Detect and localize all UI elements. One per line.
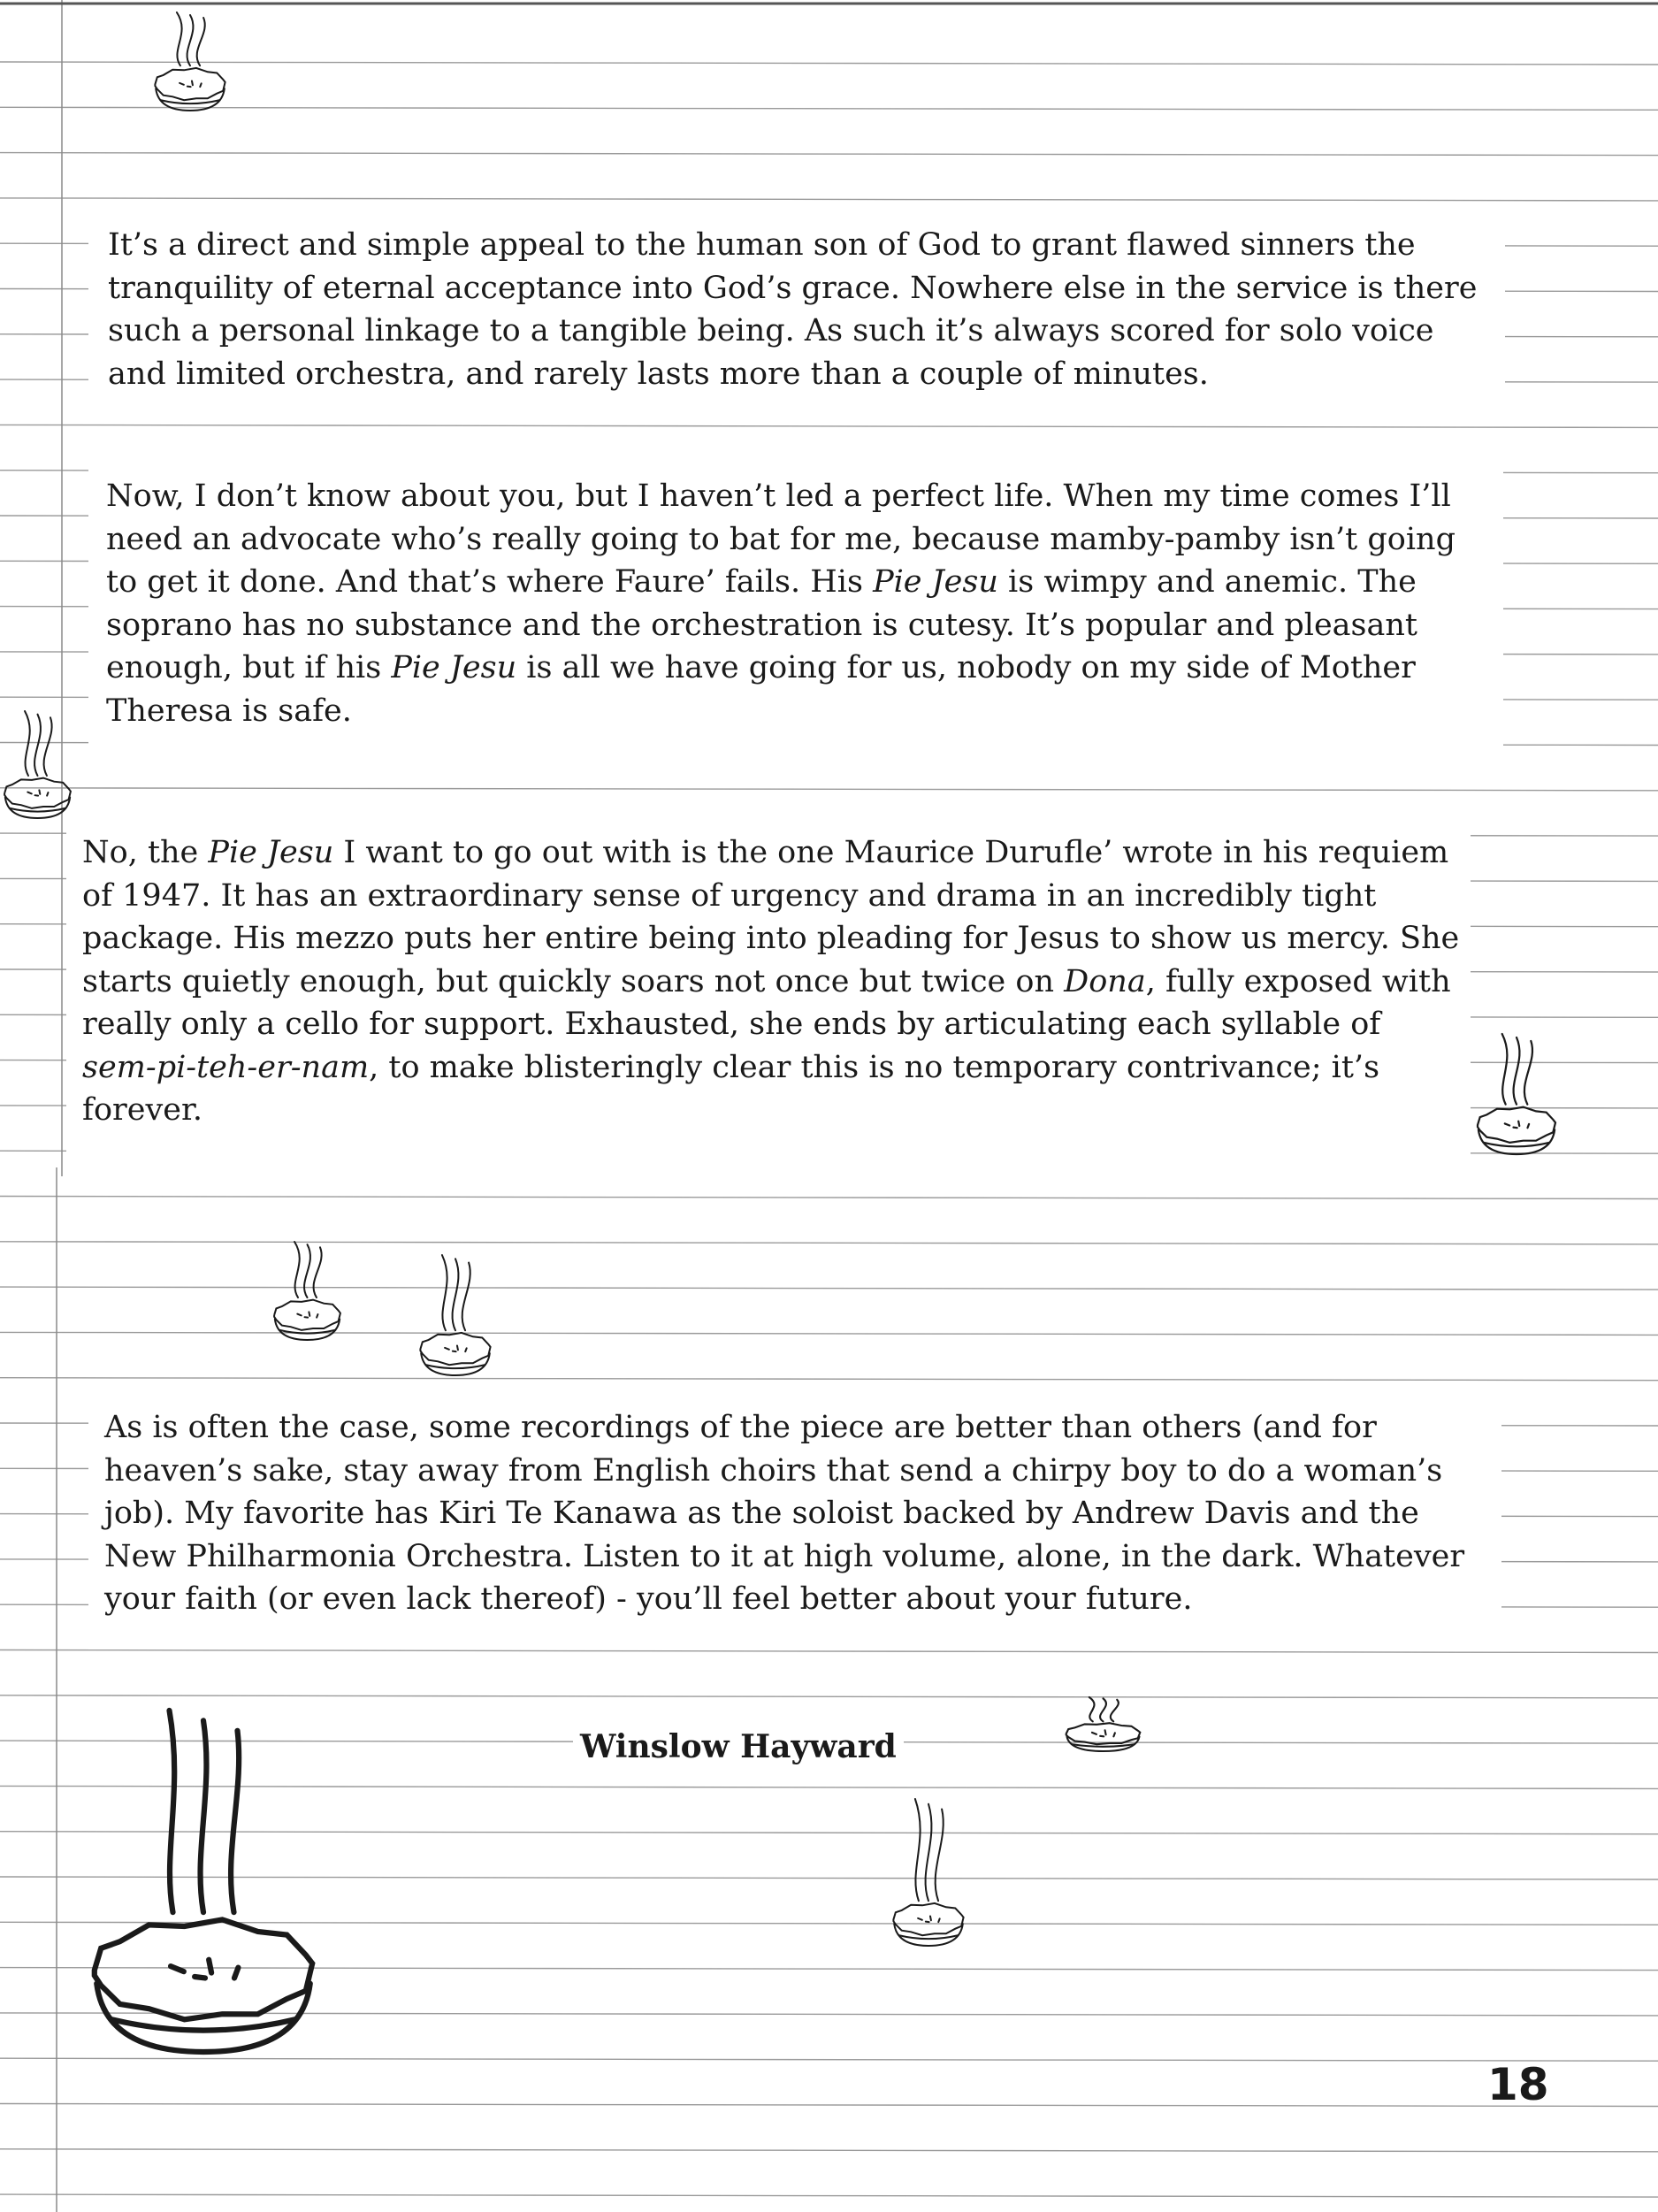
pie-doodle-icon	[80, 1707, 327, 2052]
text-segment: It’s a direct and simple appeal to the human son of God to grant flawed sinners the	[108, 227, 1416, 263]
text-line	[108, 224, 1505, 267]
text-line	[104, 1450, 1501, 1493]
text-segment: heaven’s sake, stay away from English choirs that send a chirpy boy to do a woman’s	[104, 1452, 1443, 1489]
text-segment: need an advocate who’s really going to bat for me, because mamby-pamby isn’t going	[106, 521, 1456, 557]
text-line	[104, 1578, 1501, 1621]
text-segment: your faith (or even lack thereof) - you’ll feel better about your future.	[104, 1581, 1193, 1617]
pasted-paragraph-4	[88, 1402, 1501, 1649]
text-line	[104, 1492, 1501, 1535]
text-line	[82, 917, 1471, 961]
text-segment: forever.	[82, 1092, 202, 1128]
text-segment: , to make blisteringly clear this is no temporary contrivance; it’s	[369, 1049, 1380, 1085]
text-line	[106, 604, 1503, 647]
text-segment: starts quietly enough, but quickly soars not once but twice on	[82, 963, 1065, 999]
text-segment: Now, I don’t know about you, but I haven’t led a perfect life. When my time comes I’ll	[106, 478, 1451, 514]
pie-doodle-icon	[0, 708, 75, 818]
text-line	[106, 475, 1503, 518]
text-segment: of 1947. It has an extraordinary sense of urgency and drama in an incredibly tight	[82, 877, 1377, 914]
text-line	[82, 1046, 1471, 1090]
author-signature: Winslow Hayward	[573, 1726, 904, 1767]
text-segment: package. His mezzo puts her entire being into pleading for Jesus to show us mercy. She	[82, 921, 1460, 956]
text-segment: enough, but if his	[106, 650, 392, 685]
text-line	[104, 1535, 1501, 1579]
text-line	[108, 310, 1505, 353]
italic-title: Pie Jesu	[391, 650, 517, 685]
italic-title: Pie Jesu	[873, 564, 998, 600]
text-line	[82, 831, 1471, 875]
text-segment: such a personal linkage to a tangible being. As such it’s always scored for solo voice	[108, 313, 1434, 348]
text-line	[106, 561, 1503, 604]
text-line	[106, 690, 1503, 733]
text-segment: really only a cello for support. Exhausted, she ends by articulating each syllable of	[82, 1006, 1381, 1042]
text-segment: tranquility of eternal acceptance into God’s grace. Nowhere else in the service is there	[108, 270, 1478, 306]
text-line	[82, 1003, 1471, 1046]
text-line	[104, 1406, 1501, 1450]
text-segment: No, the	[82, 835, 209, 870]
text-line	[106, 518, 1503, 562]
pasted-paragraph-3	[66, 823, 1471, 1159]
pie-doodle-icon	[1061, 1694, 1145, 1751]
text-segment: is all we have going for us, nobody on my side of Mother	[516, 650, 1416, 685]
italic-title: sem-pi-teh-er-nam	[82, 1049, 370, 1085]
text-line	[82, 961, 1471, 1004]
pie-doodle-icon	[150, 9, 230, 111]
text-line	[82, 875, 1471, 918]
text-segment: I want to go out with is the one Maurice Durufle’ wrote in his requiem	[333, 835, 1449, 870]
text-segment: is wimpy and anemic. The	[997, 564, 1417, 600]
text-segment: Theresa is safe.	[106, 693, 352, 729]
text-line	[82, 1089, 1471, 1132]
pie-doodle-icon	[889, 1795, 968, 1946]
text-line	[108, 267, 1505, 310]
page-number: 18	[1487, 2059, 1549, 2110]
text-segment: New Philharmonia Orchestra. Listen to it at high volume, alone, in the dark. Whatever	[104, 1538, 1465, 1574]
pie-doodle-icon	[416, 1251, 495, 1375]
text-line	[106, 647, 1503, 690]
pie-doodle-icon	[1472, 1030, 1561, 1154]
text-segment: to get it done. And that’s where Faure’ fails. His	[106, 564, 874, 600]
text-segment: , fully exposed with	[1145, 963, 1451, 999]
text-segment: soprano has no substance and the orchestration is cutesy. It’s popular and pleasant	[106, 607, 1417, 643]
text-segment: As is often the case, some recordings of the piece are better than others (and for	[104, 1410, 1377, 1445]
pie-doodle-icon	[270, 1238, 345, 1340]
italic-title: Pie Jesu	[208, 835, 334, 870]
pasted-paragraph-1	[88, 217, 1505, 414]
pasted-paragraph-2	[88, 464, 1503, 758]
text-segment: and limited orchestra, and rarely lasts more than a couple of minutes.	[108, 356, 1209, 392]
text-line	[108, 353, 1505, 396]
text-segment: job). My favorite has Kiri Te Kanawa as the soloist backed by Andrew Davis and the	[104, 1496, 1419, 1531]
italic-title: Dona	[1064, 963, 1146, 999]
